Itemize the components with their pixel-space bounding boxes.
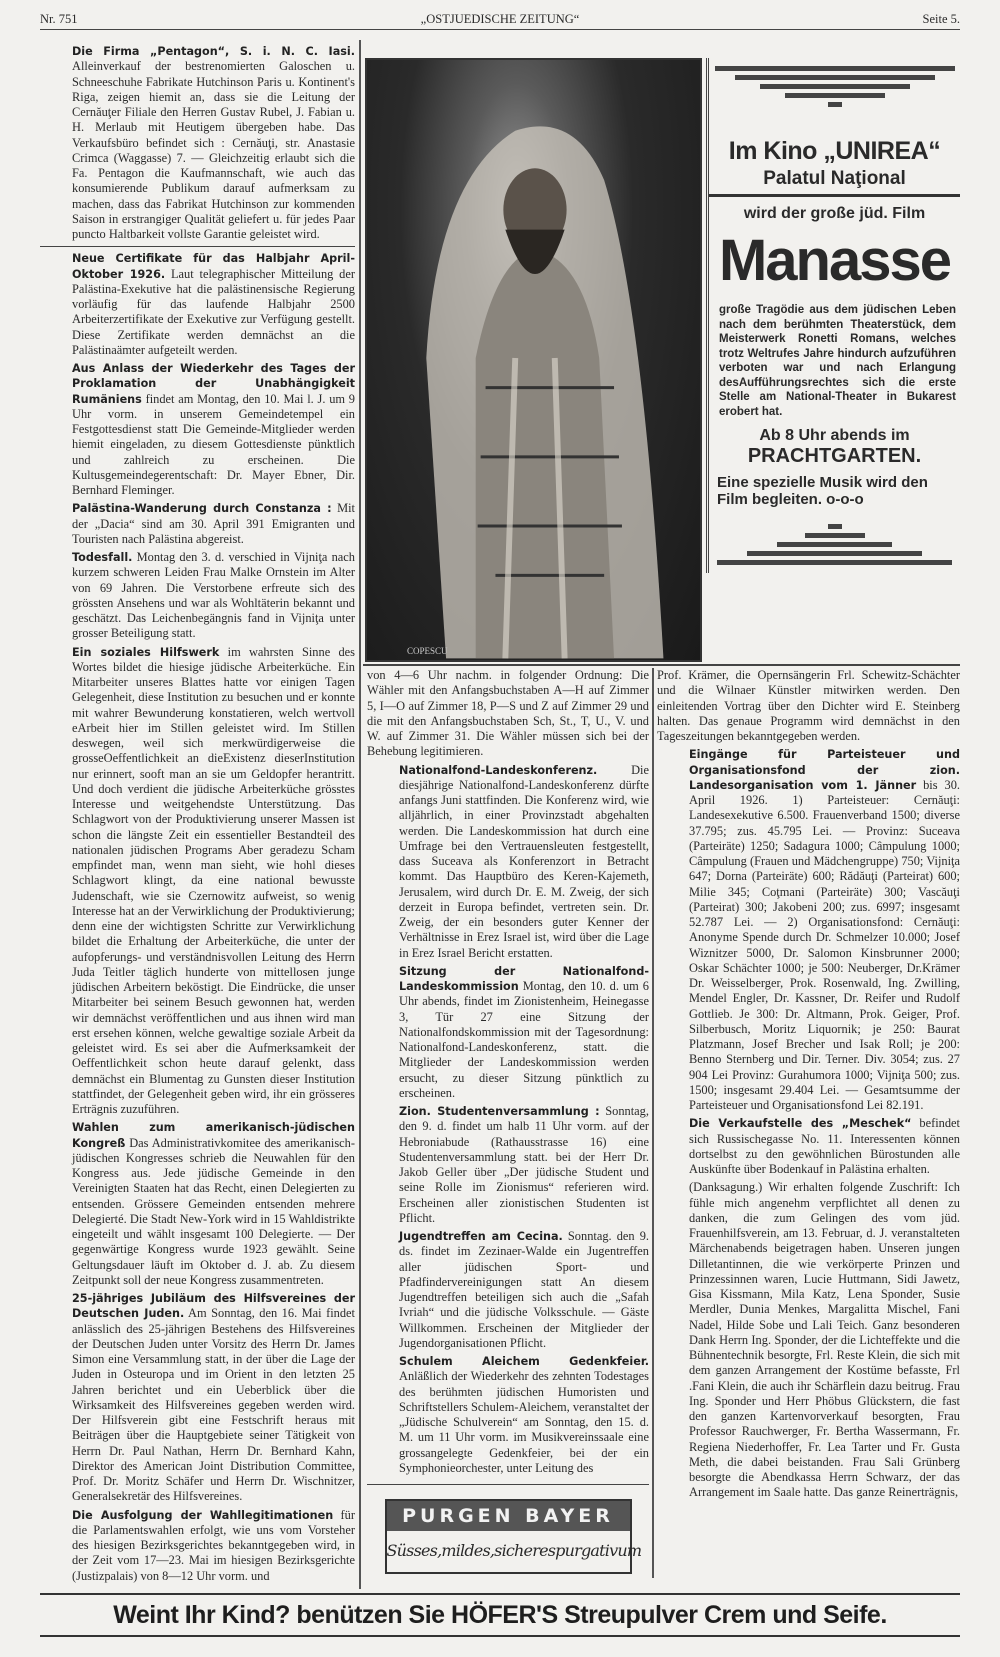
article bbox=[367, 1229, 649, 1351]
purgen-slogan: Süsses,mildes,sicherespurgativum bbox=[386, 1541, 642, 1560]
article bbox=[40, 1120, 355, 1288]
column-divider bbox=[359, 40, 361, 1589]
article bbox=[40, 1508, 355, 1584]
article-body: befindet sich Russischegasse No. 11. Interessenten können dortselbst zu den gewöhnlichen Bürostunden alle Auskünfte über Bodenkauf in Palästina erhalten. bbox=[689, 1116, 960, 1176]
article-body: Die diesjährige Nationalfond-Landeskonferenz dürfte anfangs Juni stattfinden. Die Konferenz wird, wie alljährlich, in einer Provinzstadt abgehalten werden. Die Landeskommission hat durch eine Umfrage bei den Vertrauensleuten festgestellt, dass Suceava als Konferenzort in Betracht kommt. Das Hauptbüro des Keren-Kajemeth, Jerusalem, wird durch Dr. E. M. Zweig, der sich derzeit in Europa befindet, vertreten sein. Dr. Zweig, der ein besonders guter Kenner der Verhältnisse in Erez Israel ist, wird über die Lage in Erez Israel Bericht erstatten. bbox=[399, 762, 649, 960]
article bbox=[657, 1116, 960, 1177]
purgen-advertisement bbox=[385, 1499, 642, 1574]
article-heading: Die Verkaufstelle des „Meschek“ bbox=[689, 1117, 912, 1131]
article-heading: Jugendtreffen am Cecina. bbox=[399, 1230, 563, 1243]
article-heading: Zion. Studentenversammlung : bbox=[399, 1105, 600, 1118]
article-body: Laut telegraphischer Mitteilung der Palästina-Exekutive hat die palästinensische Regierung vorläufig für das laufende Halbjahr 2500 Arbeiterzertifikate der Exekutive zur Verfügung gestellt. Diese Zertifikate werden demnächst an die Palästinaämter aufgeteilt werden. bbox=[72, 266, 355, 357]
article-body: im wahrsten Sinne des Wortes bildet die hiesige jüdische Arbeiterküche. Ein Mitarbeiter unseres Blattes hatte vor einigen Tagen Gelegenheit, diese Institution zu besuchen und er konnte mit wahrer Bewunderung konstatieren, welch wertvoll eArbeit hier im Stillen geleistet wird. Im Stillen deswegen, weil sich merkwürdigerweise die grosseOeffentlichkeit an dieExistenz dieserInstitution nur erinnert, sooft man an sie um Geldopfer herantritt. Und doch verdient die jüdische Arbeiterküche grösstes Interesse und weitgehendste Unterstützung. Das Schlagwort von der Produktivierung unserer Massen ist schon die längste Zeit ein essentieller Bestandteil des nationalen jüdischen Programs Aber geradezu Scham empfindet man, wenn man sieht, wie hohl dieses Schlagwort klingt, da eine national bewusste Judenschaft, wie sie Czernowitz aufweist, so wenig Interesse hat an der Verwirklichung der Produktivierung; denn eine der wichtigsten Schritte zur Verwirklichung bildet die Erhaltung der Arbeiterküche, die unter der aufopferungs- und verständnisvollen Leitung des Herrn Juda Teitler täglich hunderte von mittellosen junge jüdischen Arbeitern beköstigt. Die Eindrücke, die unser Mitarbeiter bei seinem Besuch gewonnen hat, werden wir demnächst veröffentlichen und aus ihnen wird man erst ersehen können, welche gewaltige soziale Arbeit da geleistet wird. Es sei aber die Aufmerksamkeit der Oeffentlichkeit schon heute darauf gelenkt, dass demnächst ein Blumentag zu Gunsten dieser Institution stattfindet, der Gelegenheit geben wird, ihr ein grösseres Erträgnis zuzuführen. bbox=[72, 644, 355, 1116]
article-heading: Aus Anlass der Wiederkehr des Tages der Proklamation der Unabhängigkeit Rumäniens bbox=[72, 362, 355, 406]
article-body: findet am Montag, den 10. Mai l. J. um 9 Uhr vorm. in unserem Gemeindetempel ein Festgottesdienst statt Die Gemeinde-Mitglieder werden hiemit eingeladen, zu diesem Gottesdienste pünktlich und zahlreich zu erscheinen. Die Kultusgemeindegerentschaft: Dr. Mayer Ebner, Dir. Bernhard Fleminger. bbox=[72, 391, 355, 497]
article-body: Das Administrativkomitee des amerikanisch-jüdischen Kongresses schrieb die Neuwahlen für den Kongress aus. Jede jüdische Gemeinde in den Vereinigten Staaten hat das Recht, einen Delegierten zu entsenden. Grössere Gemeinden entsenden mehrere Delegierté. Die Stadt New-York wird in 15 Wahldistrikte eingeteilt und wählt insgesamt 100 Delegierte. — Der gegenwärtige Kongress wurde 1923 gewählt. Seine Geltungsdauer läuft im Oktober d. J. ab. Zu diesem Zeitpunkt soll der neue Kongress zusammentreten. bbox=[72, 1135, 355, 1287]
article-body: Prof. Krämer, die Opernsängerin Frl. Schewitz-Schächter und die Wilnaer Künstler mitwirken werden. Den einleitenden Vortrag über den Dichter wird E. Steinberg halten. Das genaue Programm wird demnächst in den Tageszeitungen bekanntgegeben werden. bbox=[657, 668, 960, 743]
article-heading: Palästina-Wanderung durch Constanza : bbox=[72, 502, 332, 516]
ad-divider bbox=[367, 1484, 649, 1485]
article-body: (Danksagung.) Wir erhalten folgende Zuschrift: Ich fühle mich angenehm verpflichtet all denen zu danken, die zum Gelingen des vom jüd. Frauenhilfsverein, am 13. Februar, d. J. veranstalteten Märchenabends beigetragen haben. Unseren jungen Dilletantinnen, die wie verkörperte Prinzen und Prinzessinnen waren, Lucie Huttmann, Sidi Jawetz, Gisa Kissmann, Mila Katz, Lena Sponder, Susie Merdler, Dunia Menkes, Margalitta Mischel, Fani Nadel, Hilde Sobe und Lali Teich. Ganz besonderen Dank Herrn Ing. Sponder, der die Lichteffekte und die Bühnentechnik besorgte, Frl. Reste Klein, die sich mit dem ganzen Arrangement der Kostüme befasste, Frl .Fani Klein, die auch ihr Schärflein dazu beitrug. Frau Ing. Sponder und Herr Phöbus Glückstern, die fast den ganzen Kartenvorverkauf besorgten, Frau Professor Rauchwerger, Fr. Bertha Wassermann, Fr. Regiena Niederhoffer, Fr. Lea Tarter und Fr. Gusta Meth, die dabei beistanden. Frau Sali Grünberg besorgte die Abendkassa Herrn Schwarz, der das Arrangement im Saale hatte. Das ganze Reinerträgnis, bbox=[689, 1180, 960, 1500]
ad-venue: Palatul Naţional bbox=[709, 168, 960, 197]
portrait-photo bbox=[365, 58, 702, 662]
banner-text: Weint Ihr Kind? benützen Sie HÖFER'S Streupulver Crem und Seife. bbox=[113, 1601, 887, 1629]
column-right bbox=[657, 668, 960, 1504]
article-heading: Die Ausfolgung der Wahllegitimationen bbox=[72, 1508, 334, 1522]
article-divider bbox=[40, 246, 355, 247]
decorative-bars-bottom bbox=[709, 524, 960, 565]
decorative-bars-top bbox=[709, 58, 960, 107]
article bbox=[367, 964, 649, 1101]
article-body: Sonntag. den 9. ds. findet im Zezinaer-Walde ein Jugentreffen aller jüdischen Sport- und Pfadfindervereinigungen statt An diesem Jugendtreffen beteiligen sich auch die „Safah Ivriah“ und die jüdische Volksschule. — Gäste Willkommen. Erscheinen der Mitglieder der Jugendorganisationen Pflicht. bbox=[399, 1229, 649, 1350]
article-heading: Wahlen zum amerikanisch-jüdischen Kongreß bbox=[72, 1121, 355, 1150]
column-divider bbox=[652, 668, 654, 1578]
article bbox=[40, 251, 355, 358]
article bbox=[657, 1180, 960, 1500]
article bbox=[657, 668, 960, 744]
column-left bbox=[40, 44, 355, 1587]
column-middle bbox=[367, 668, 649, 1578]
photo-figure bbox=[367, 60, 700, 660]
article-body: Sonntag, den 9. d. findet um halb 11 Uhr vorm. auf der Hebroniabude (Rathausstrasse 16) eine Studentenversammlung statt. bei der Herr Dr. Jakob Geller über „Der jüdische Student und seine Rolle im Zionismus“ referieren wird. Erscheinen aller zionistischen Studenten ist Pflicht. bbox=[399, 1104, 649, 1225]
article-body: Mit der „Dacia“ sind am 30. April 391 Emigranten und Touristen nach Palästina abgereist. bbox=[72, 501, 355, 546]
article-heading: Ein soziales Hilfswerk bbox=[72, 645, 220, 659]
page-number: Seite 5. bbox=[922, 12, 960, 26]
cinema-advertisement bbox=[706, 58, 960, 573]
article-heading: 25-jähriges Jubiläum des Hilfsvereines der Deutschen Juden. bbox=[72, 1292, 355, 1321]
purgen-brand: PURGEN BAYER bbox=[387, 1501, 630, 1531]
article bbox=[40, 550, 355, 642]
article bbox=[367, 1104, 649, 1226]
article bbox=[367, 668, 649, 760]
article-body: bis 30. April 1926. 1) Parteisteuer: Cernăuţi: Landesexekutive 6.500. Frauenverband 1500; diverse 37.795; zus. 45.795 Lei. — Provinz: Suceava (Parteiräte) 1250; Sadagura 1000; Câmpulung 1000; Câmpulung (Frauen und Mädchengruppe) 750; Vijniţa 647; Dorna (Parteiräte) 600; Rădăuţi (Parteirat) 600; Milie 345; Coţmani (Parteiräte) 300; Vascăuţi (Parteirat) 300; Jakobeni 200; zus. 6997; insgesamt 52.787 Lei. — 2) Organisationsfond: Cernăuţi: Anonyme Spende durch Dr. Schmelzer 10.000; Josef Wiznitzer 5000, Dr. Salomon Kinsbrunner 2000; Oskar Schächter 1000; je 500: Neuberger, Dr.Krämer Dr. Weisselberger, Prok. Rosenwald, Ing. Zwilling, Mendel Engler, Dr. Kassner, Dr. Reifer und Rudolf Gottlieb. Je 300: Dr. Altmann, Prok. Geiger, Prof. Silberbusch, Moritz Liquornik; je 250: Baurat Platzmann, Josef Brecher und Isak Roll; je 200: Benno Sternberg und Dir. Terner. Div. 3054; zus. 27 904 Lei Provinz: Gurahumora 1000; Vijniţa 500; zus. 1500; insgesamt 29.404 Lei. — Gesamtsumme der Parteisteuer und Organisationsfond Lei 82.191. bbox=[689, 777, 960, 1112]
article-heading: Eingänge für Parteisteuer und Organisationsfond der zion. Landesorganisation vom 1. Jänner bbox=[689, 748, 960, 792]
article-body: von 4—6 Uhr nachm. in folgender Ordnung: Die Wähler mit den Anfangsbuchstaben A—H auf Zimmer 5, I—O auf Zimmer 18, P—S und Z auf Zimmer 29 und die mit den Anfangsbuchstaben Sch, St., T, U., V. und W. auf Zimmer 31. Die Wähler müssen sich bei der Behebung legitimieren. bbox=[367, 668, 649, 759]
article-heading: Nationalfond-Landeskonferenz. bbox=[399, 763, 598, 777]
article bbox=[40, 44, 355, 242]
ad-description: große Tragödie aus dem jüdischen Leben nach dem berühmten Theaterstück, dem Meisterwerk Ronetti Romans, welches trotz Weltrufes Jahre hindurch aufzuführen verboten war und nach Erlangung desAufführungsrechtes sich die erste Stelle am National-Theater in Bukarest erobert hat. bbox=[719, 304, 956, 418]
article-heading: Die Firma „Pentagon“, S. i. N. C. Iasi. bbox=[72, 45, 355, 58]
ad-time: Ab 8 Uhr abends im bbox=[759, 427, 910, 444]
article-body: Alleinverkauf der bestrenomierten Galoschen u. Schneeschuhe Fabrikate Hutchinson Paris u. Kontinent's Riga, zeigen hiemit an, dass sie die Leitung der Cernăuţer Filiale den Herren Gustav Rubel, J. Fabian u. H. Merlaub mit Heutigem übergeben habe. Das Verkaufsbüro befindet sich : Cernăuţi, str. Anastasie Crimca (Waggasse) 7. — Gleichzeitig erlaubt sich die Fa. Pentagon die Kaufmannschaft, wie auch das konsumierende Publikum darauf aufmerksam zu machen, dass das Fabrikat Hutchinson zur kommenden Saison in erstrangiger Qualität geliefert u. für jedes Paar puncto Haltbarkeit vollste Garantie geleistet wird. bbox=[72, 59, 355, 241]
ad-film-title: Manasse bbox=[718, 228, 951, 293]
article bbox=[367, 1354, 649, 1476]
ad-music-note: Eine spezielle Musik wird den Film begleiten. o-o-o bbox=[717, 474, 928, 508]
article-body: für die Parlamentswahlen erfolgt, wie uns vom Vorsteher des hiesigen Bezirksgerichtes bekanntgegeben wird, in der Zeit vom 17—23. Mai im hiesigen Bezirksgerichte (Justizpalais) von 8—12 Uhr vorm. und bbox=[72, 1507, 355, 1583]
article bbox=[657, 747, 960, 1113]
article-heading: Schulem Aleichem Gedenkfeier. bbox=[399, 1355, 649, 1368]
page-header bbox=[40, 12, 960, 30]
ad-intro: wird der große jüd. Film bbox=[743, 205, 926, 222]
article bbox=[40, 501, 355, 547]
article-body: Montag, den 10. d. um 6 Uhr abends, findet im Zionistenheim, Heinegasse 3, Tür 27 eine Sitzung der Nationalfondskommission mit der Tagesordnung: Nationalfond-Landeskonferenz, statt. die Mitglieder der Landeskommission werden ersucht, zu dieser Sitzung pünktlich zu erscheinen. bbox=[399, 979, 649, 1100]
article-heading: Todesfall. bbox=[72, 551, 133, 564]
section-divider bbox=[363, 664, 960, 666]
ad-location: PRACHTGARTEN. bbox=[747, 445, 922, 467]
article bbox=[40, 361, 355, 498]
article bbox=[40, 1291, 355, 1505]
newspaper-title: „OSTJUEDISCHE ZEITUNG“ bbox=[420, 12, 580, 26]
article-body: Anläßlich der Wiederkehr des zehnten Todestages des berühmten jüdischen Humoristen und Schriftstellers Schulem-Aleichem, veranstaltet der „Jüdische Schulverein“ am Sonntag, den 15. d. M. um 11 Uhr vorm. im Musikvereinssaale eine grossangelegte Gedenkfeier, bei der ein Symphonieorchester, unter Leitung des bbox=[399, 1369, 649, 1475]
article-body: Am Sonntag, den 16. Mai findet anlässlich des 25-jährigen Bestehens des Hilfsvereines der Deutschen Juden unter Vorsitz des Herrn Dr. James Simon eine Versammlung statt, in der über die Lage der Juden in Osteuropa und im Orient in den letzten 25 Jahren berichtet und ein Ueberblick über die Wirksamkeit des Hilfsvereines gegeben werden wird. Der Hilfsverein gibt eine Festschrift heraus mit Beiträgen über die Hauptgebiete seiner Tätigkeit von Herrn Dr. Paul Nathan, Herrn Dr. Bernhard Kahn, Direktor des American Joint Distribution Committee, Prof. Dr. Moritz Schäfer und Herrn Dr. Wischnitzer, Generalsekretär des Hilfsvereines. bbox=[72, 1306, 355, 1504]
article bbox=[40, 645, 355, 1118]
issue-number: Nr. 751 bbox=[40, 12, 78, 26]
article-heading: Sitzung der Nationalfond-Landeskommission bbox=[399, 964, 649, 993]
article bbox=[367, 763, 649, 961]
photo-credit: COPESCU bbox=[407, 646, 448, 656]
ad-cinema-name: Im Kino „UNIREA“ bbox=[728, 137, 941, 165]
article-body: Montag den 3. d. verschied in Vijniţa nach kurzem schweren Leiden Frau Malke Ornstein im Alter von 69 Jahren. Die Verstorbene erfreute sich des grössten Ansehens und war als Wohltäterin bekannt und geschätzt. Das Leichenbegängnis fand in Vijniţa unter grosser Beteiligung statt. bbox=[72, 550, 355, 641]
article-heading: Neue Certifikate für das Halbjahr April-Oktober 1926. bbox=[72, 252, 355, 281]
bottom-banner-ad bbox=[40, 1593, 960, 1637]
